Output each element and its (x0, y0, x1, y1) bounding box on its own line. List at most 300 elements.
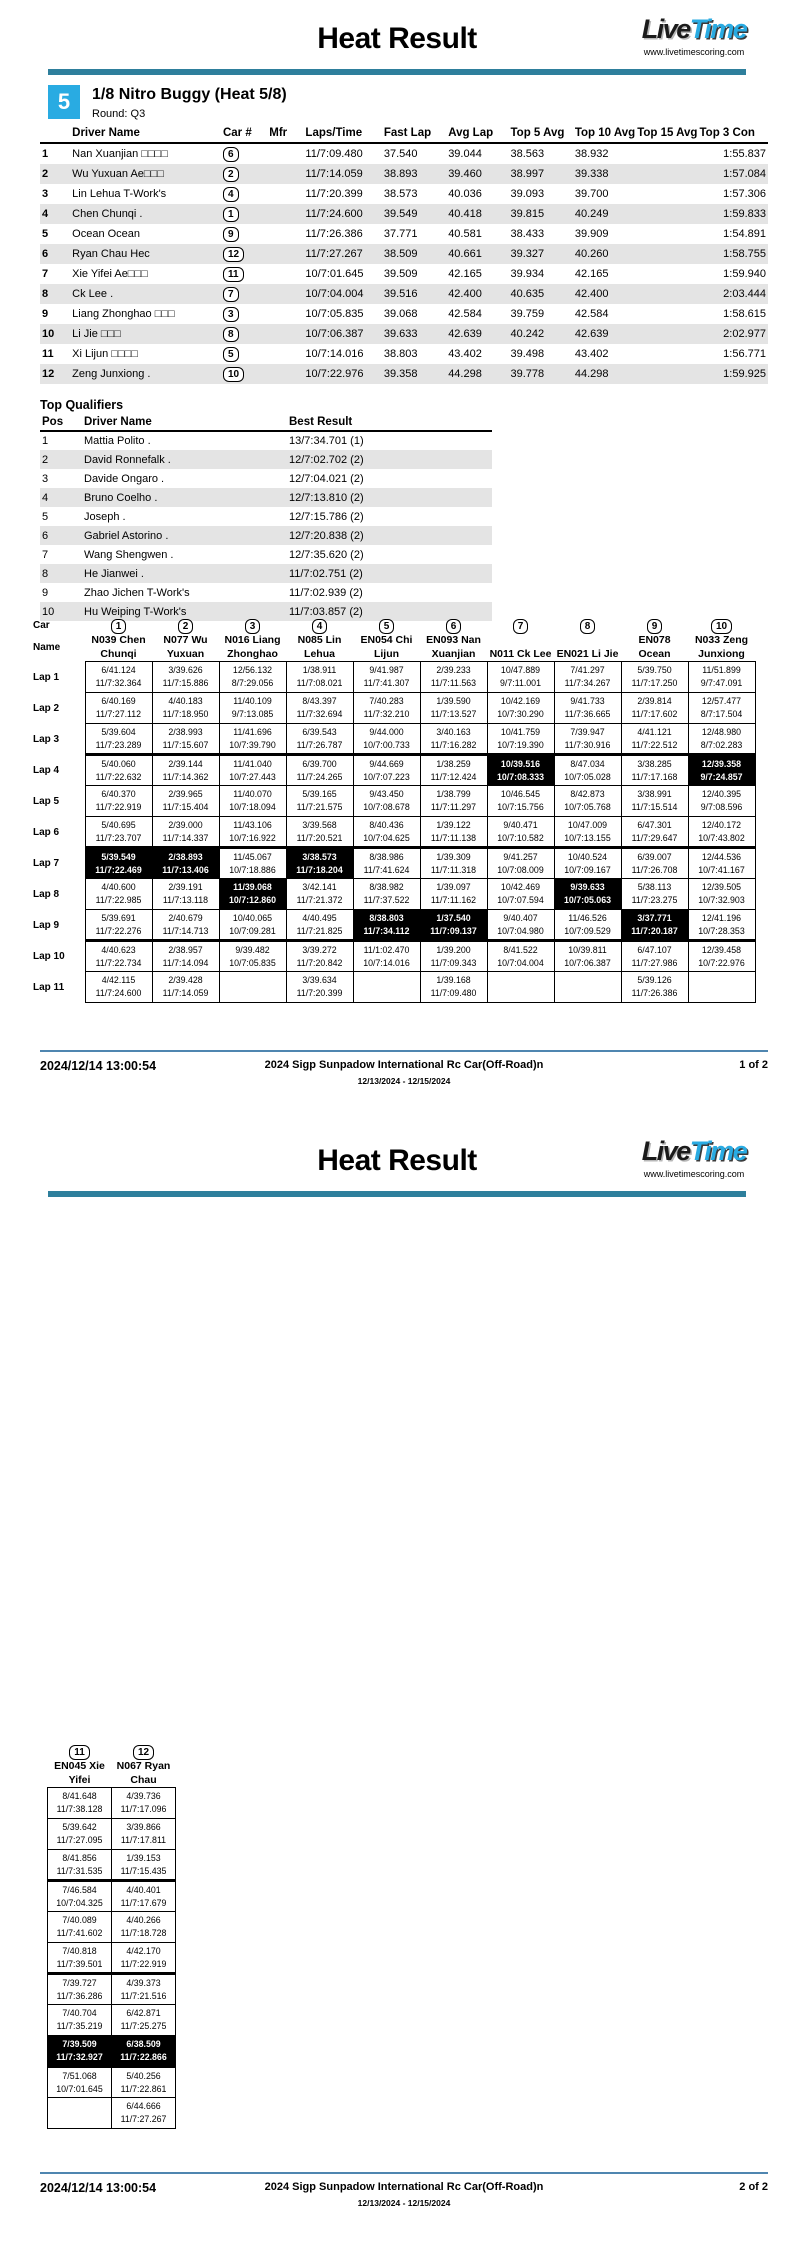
lap-cumulative-time: 11/7:17.602 (631, 709, 678, 720)
lap-cumulative-time: 10/7:08.678 (363, 802, 410, 813)
lap-position-time: 11/41.696 (233, 726, 272, 737)
lap-cell (621, 848, 688, 879)
result-top10-avg: 44.298 (574, 368, 609, 380)
lap-row (33, 941, 755, 972)
result-avg-lap: 42.400 (448, 288, 482, 300)
lap-position-time: 10/47.009 (567, 819, 608, 830)
result-fast-lap: 39.516 (383, 288, 418, 300)
lap-position-time: 4/40.266 (126, 1915, 161, 1926)
footer-event-block (240, 2181, 568, 2208)
lap-position-time: 6/39.700 (302, 758, 337, 769)
car-number-chip: 9 (647, 619, 663, 634)
lap-cell (85, 693, 152, 724)
result-avg-lap: 42.165 (448, 268, 482, 280)
lap-cumulative-time: 11/7:24.600 (95, 988, 142, 999)
lap-cell (554, 786, 621, 817)
lap-row (48, 2036, 176, 2067)
result-pos: 10 (42, 328, 55, 340)
lap-cumulative-time: 11/7:18.950 (162, 709, 209, 720)
lap-cell (48, 2098, 112, 2129)
lap-cell (286, 941, 353, 972)
lap-cumulative-time: 11/7:24.265 (296, 771, 343, 782)
lap-cumulative-time: 11/7:21.575 (296, 802, 343, 813)
car-number-chip: 4 (223, 187, 239, 202)
result-top5-avg: 39.327 (510, 248, 545, 260)
lap-position-time: 5/40.060 (101, 758, 136, 769)
result-fast-lap: 38.803 (383, 348, 418, 360)
lap-position-time: 5/39.642 (62, 1822, 97, 1833)
logo-live-text: Live (641, 1136, 690, 1166)
lap-cumulative-time: 10/7:09.529 (564, 925, 611, 936)
lap-cumulative-time: 8/7:02.283 (700, 739, 743, 750)
lap-cumulative-time: 11/7:22.512 (631, 739, 678, 750)
lap-position-time: 9/39.633 (570, 882, 605, 893)
lap-cumulative-time: 11/7:09.137 (430, 925, 477, 936)
lap-cell (621, 662, 688, 693)
lap-position-time: 12/39.458 (701, 944, 742, 955)
lap-cell (286, 662, 353, 693)
lap-cell (688, 724, 755, 755)
qualifier-pos: 3 (42, 472, 49, 485)
logo-url: www.livetimescoring.com (643, 1169, 745, 1179)
result-top5-avg: 40.635 (510, 288, 545, 300)
lap-cumulative-time: 11/7:30.916 (564, 739, 611, 750)
qualifier-best-result: 11/7:02.939 (2) (289, 586, 363, 599)
result-laps-time: 10/7:22.976 (305, 368, 364, 380)
result-top3-con: 1:57.306 (723, 188, 766, 200)
lap-cumulative-time: 11/7:20.187 (631, 925, 678, 936)
lap-cell (85, 848, 152, 879)
result-top10-avg: 42.165 (574, 268, 609, 280)
lap-chart-name-label: Name (33, 642, 61, 654)
lap-cell (554, 755, 621, 786)
car-column-number (688, 616, 755, 634)
lap-cumulative-time: 11/7:36.286 (56, 1990, 103, 2001)
qualifier-driver-name: Joseph . (84, 510, 126, 523)
lap-position-time: 12/57.477 (701, 696, 742, 707)
result-top10-avg: 39.338 (574, 168, 609, 180)
qualifiers-header: Best Result (287, 414, 492, 431)
lap-cumulative-time: 11/7:13.406 (162, 864, 209, 875)
result-top10-avg: 43.402 (574, 348, 609, 360)
lap-cell (219, 693, 286, 724)
result-top10-avg: 40.260 (574, 248, 609, 260)
lap-cell (48, 2067, 112, 2098)
qualifier-driver-name: Mattia Polito . (84, 435, 151, 447)
lap-position-time: 7/40.089 (62, 1915, 97, 1926)
qualifier-best-result: 12/7:20.838 (2) (289, 529, 364, 542)
car-number-chip: 3 (245, 619, 261, 634)
lap-position-time: 12/44.536 (701, 851, 742, 862)
lap-cumulative-time: 11/7:09.343 (430, 957, 477, 968)
lap-position-time: 3/42.141 (302, 882, 337, 893)
result-avg-lap: 39.044 (448, 148, 482, 160)
result-car-number (221, 204, 267, 224)
qualifier-driver-name: Gabriel Astorino . (84, 529, 169, 542)
lap-position-time: 2/39.965 (168, 789, 203, 800)
lap-cell (112, 1974, 176, 2005)
lap-cell (152, 848, 219, 879)
result-laps-time: 10/7:05.835 (305, 308, 364, 320)
car-name-line2: Junxiong (698, 647, 745, 660)
lap-row-label: Lap 8 (33, 888, 60, 900)
result-top3-con: 1:54.891 (723, 228, 766, 240)
lap-cumulative-time: 10/7:13.155 (564, 832, 611, 843)
footer-page-number: 1 of 2 (739, 1059, 768, 1071)
lap-cumulative-time: 11/7:34.112 (363, 925, 410, 936)
lap-cumulative-time: 11/7:15.514 (631, 802, 678, 813)
result-laps-time: 11/7:26.386 (305, 228, 363, 240)
result-top5-avg: 38.433 (510, 228, 545, 240)
result-top15-avg (635, 204, 697, 224)
lap-cumulative-time: 11/7:27.095 (56, 1835, 103, 1846)
result-driver-name: Zeng Junxiong . (72, 368, 151, 380)
qualifier-best-result: 12/7:13.810 (2) (289, 491, 364, 504)
result-top15-avg (635, 164, 697, 184)
lap-position-time: 10/47.889 (500, 665, 541, 676)
lap-position-time: 4/39.736 (126, 1791, 161, 1802)
page-title: Heat Result (317, 1144, 477, 1177)
page-title: Heat Result (317, 22, 477, 55)
lap-cumulative-time: 9/7:13.085 (231, 709, 274, 720)
lap-cell (112, 2005, 176, 2036)
result-mfr (267, 143, 303, 164)
lap-position-time: 12/39.505 (701, 882, 742, 893)
heat-titles (92, 85, 287, 120)
lap-cumulative-time: 10/7:19.390 (497, 739, 544, 750)
lap-row (33, 972, 755, 1003)
result-row (40, 184, 768, 204)
result-top15-avg (635, 344, 697, 364)
result-top5-avg: 39.093 (510, 188, 545, 200)
lap-cell (554, 662, 621, 693)
lap-cumulative-time: 11/7:41.624 (363, 864, 410, 875)
car-name-line1: EN078 Ocean (638, 634, 671, 660)
lap-cumulative-time: 11/7:23.707 (95, 832, 142, 843)
lap-cumulative-time: 11/7:20.399 (296, 988, 343, 999)
lap-position-time: 3/37.771 (637, 912, 672, 923)
lap-cumulative-time: 9/7:08.596 (700, 802, 743, 813)
result-top3-con: 1:59.833 (723, 208, 766, 220)
footer-page-number: 2 of 2 (739, 2181, 768, 2193)
livetime-logo-text (616, 1138, 772, 1165)
lap-position-time: 11/40.109 (233, 696, 272, 707)
lap-cumulative-time: 10/7:10.582 (497, 832, 544, 843)
result-avg-lap: 40.418 (448, 208, 482, 220)
lap-cumulative-time: 11/7:32.364 (95, 678, 142, 689)
lap-position-time: 9/39.482 (235, 944, 270, 955)
result-driver-name: Wu Yuxuan Ae□□□ (72, 168, 164, 180)
lap-cumulative-time: 10/7:00.733 (363, 739, 410, 750)
lap-cell (554, 879, 621, 910)
lap-cumulative-time: 11/7:26.386 (631, 988, 678, 999)
lap-cell (688, 817, 755, 848)
lap-row (48, 2098, 176, 2129)
lap-position-time: 2/38.957 (168, 944, 203, 955)
lap-cell (152, 786, 219, 817)
result-car-number (221, 364, 267, 384)
lap-position-time: 8/43.397 (302, 696, 337, 707)
lap-row-label: Lap 3 (33, 733, 60, 745)
results-header: Top 3 Con (698, 125, 768, 143)
lap-position-time: 1/39.590 (436, 696, 471, 707)
qualifier-best-result: 11/7:03.857 (2) (289, 605, 363, 618)
lap-cumulative-time: 11/7:22.469 (95, 864, 142, 875)
lap-position-time: 5/39.165 (302, 789, 337, 800)
result-top5-avg: 39.815 (510, 208, 545, 220)
lap-position-time: 11/51.899 (702, 665, 741, 676)
lap-position-time: 8/41.648 (62, 1791, 97, 1802)
car-column-number (353, 616, 420, 634)
car-number-chip: 8 (223, 327, 239, 342)
lap-cell (48, 1881, 112, 1912)
lap-cell (353, 786, 420, 817)
car-name-line1: N067 Ryan (116, 1760, 171, 1772)
lap-position-time: 5/39.549 (101, 851, 136, 862)
result-top10-avg: 39.700 (574, 188, 609, 200)
lap-cell (353, 941, 420, 972)
lap-position-time: 4/40.600 (101, 882, 136, 893)
lap-cell (219, 724, 286, 755)
lap-cumulative-time: 11/7:18.728 (120, 1928, 167, 1939)
result-row (40, 304, 768, 324)
lap-cell (152, 817, 219, 848)
result-laps-time: 11/7:09.480 (305, 148, 363, 160)
lap-position-time: 2/39.814 (637, 696, 672, 707)
lap-position-time: 7/46.584 (62, 1884, 97, 1895)
lap-row (48, 1788, 176, 1819)
lap-cumulative-time: 11/7:21.825 (296, 925, 343, 936)
lap-cell (554, 693, 621, 724)
lap-position-time: 5/39.604 (101, 726, 136, 737)
result-driver-name: Liang Zhonghao □□□ (72, 308, 175, 320)
lap-cell (353, 879, 420, 910)
car-name-line1: EN093 Nan (426, 634, 481, 646)
lap-cumulative-time: 11/7:11.138 (430, 832, 477, 843)
header-divider-bar (48, 1191, 746, 1197)
lap-position-time: 7/51.068 (62, 2070, 97, 2081)
qualifier-driver-name: Wang Shengwen . (84, 548, 174, 561)
lap-position-time: 7/39.727 (62, 1977, 97, 1988)
lap-cumulative-time: 9/7:24.857 (700, 771, 743, 782)
livetime-logo (616, 1138, 772, 1179)
top-qualifiers-table (40, 414, 492, 621)
lap-position-time: 11/39.068 (233, 882, 272, 893)
result-avg-lap: 40.036 (448, 188, 482, 200)
result-avg-lap: 43.402 (448, 348, 482, 360)
qualifier-driver-name: Zhao Jichen T-Work's (84, 586, 190, 599)
result-top3-con: 1:58.755 (723, 248, 766, 260)
qualifier-best-result: 11/7:02.751 (2) (289, 567, 363, 580)
lap-cumulative-time: 11/7:22.861 (120, 2083, 167, 2094)
car-column-number (487, 616, 554, 634)
lap-cumulative-time: 11/7:12.424 (430, 771, 477, 782)
lap-cumulative-time: 10/7:39.790 (229, 739, 276, 750)
result-top15-avg (635, 244, 697, 264)
lap-cumulative-time: 11/7:41.602 (56, 1928, 103, 1939)
lap-cumulative-time: 11/7:38.128 (56, 1804, 103, 1815)
lap-cell (487, 662, 554, 693)
lap-row (33, 662, 755, 693)
lap-position-time: 6/44.666 (126, 2101, 161, 2112)
car-name-line2: Zhonghao (227, 647, 278, 660)
qualifier-pos: 10 (42, 605, 55, 618)
lap-cumulative-time: 10/7:22.976 (698, 957, 745, 968)
lap-cell (286, 693, 353, 724)
qualifiers-header: Driver Name (82, 414, 287, 431)
lap-position-time: 1/39.309 (436, 851, 471, 862)
result-top15-avg (635, 324, 697, 344)
lap-position-time: 12/40.172 (701, 819, 742, 830)
lap-position-time: 4/42.115 (101, 975, 136, 986)
lap-position-time: 1/39.153 (126, 1852, 161, 1863)
lap-cell (420, 817, 487, 848)
results-header: Top 5 Avg (509, 125, 573, 143)
result-top5-avg: 39.934 (510, 268, 545, 280)
header-divider-bar (48, 69, 746, 75)
lap-cumulative-time: 10/7:28.353 (698, 925, 745, 936)
car-number-chip: 8 (580, 619, 596, 634)
lap-cell (420, 755, 487, 786)
result-fast-lap: 38.509 (383, 248, 418, 260)
lap-cumulative-time: 10/7:12.860 (229, 895, 276, 906)
result-pos: 2 (42, 168, 49, 180)
lap-cumulative-time: 11/7:23.275 (631, 895, 678, 906)
lap-position-time: 9/40.471 (503, 819, 538, 830)
qualifier-row (40, 526, 492, 545)
lap-cell (487, 755, 554, 786)
lap-chart-table (33, 616, 756, 1003)
lap-position-time: 6/40.169 (101, 696, 136, 707)
lap-position-time: 1/38.911 (302, 665, 337, 676)
livetime-logo-text (616, 16, 772, 43)
qualifier-driver-name: He Jianwei . (84, 567, 144, 580)
lap-position-time: 4/39.373 (126, 1977, 161, 1988)
lap-position-time: 12/48.980 (701, 726, 742, 737)
lap-position-time: 8/38.986 (369, 851, 404, 862)
car-column-name (85, 634, 152, 662)
lap-position-time: 3/40.163 (436, 726, 471, 737)
lap-cumulative-time: 11/7:14.362 (162, 771, 209, 782)
lap-position-time: 5/38.113 (637, 882, 672, 893)
result-avg-lap: 40.581 (448, 228, 482, 240)
lap-cell (621, 724, 688, 755)
lap-cell (219, 972, 286, 1003)
result-top10-avg: 39.909 (574, 228, 609, 240)
lap-cumulative-time: 10/7:09.281 (229, 925, 276, 936)
lap-cell (85, 786, 152, 817)
lap-position-time: 6/47.301 (637, 819, 672, 830)
lap-position-time: 2/38.893 (168, 851, 203, 862)
result-top5-avg: 40.242 (510, 328, 545, 340)
car-number-chip: 10 (711, 619, 732, 634)
lap-cumulative-time: 11/7:22.632 (95, 771, 142, 782)
results-header-pos (40, 125, 70, 143)
heat-name: 1/8 Nitro Buggy (Heat 5/8) (92, 86, 287, 103)
lap-row (48, 1881, 176, 1912)
result-fast-lap: 39.633 (383, 328, 418, 340)
lap-cumulative-time: 11/7:37.522 (363, 895, 410, 906)
result-laps-time: 11/7:24.600 (305, 208, 363, 220)
lap-cell (112, 1819, 176, 1850)
heat-round: Round: Q3 (92, 108, 146, 120)
lap-position-time: 6/39.543 (302, 726, 337, 737)
result-car-number (221, 284, 267, 304)
result-row (40, 344, 768, 364)
footer-timestamp: 2024/12/14 13:00:54 (40, 2181, 157, 2195)
car-number-chip: 6 (223, 147, 239, 162)
result-fast-lap: 39.068 (383, 308, 418, 320)
lap-cell (152, 910, 219, 941)
qualifier-row (40, 507, 492, 526)
lap-cumulative-time: 11/7:20.521 (296, 832, 343, 843)
qualifier-row (40, 488, 492, 507)
lap-cumulative-time: 11/7:22.919 (120, 1958, 167, 1969)
lap-cumulative-time: 11/7:15.404 (162, 802, 209, 813)
lap-cumulative-time: 10/7:15.756 (497, 802, 544, 813)
qualifier-row (40, 583, 492, 602)
results-header: Mfr (267, 125, 303, 143)
lap-cumulative-time: 11/7:09.480 (430, 988, 477, 999)
lap-cumulative-time: 11/7:21.516 (120, 1990, 167, 2001)
lap-cell (688, 755, 755, 786)
lap-row (48, 1912, 176, 1943)
lap-cumulative-time: 11/7:34.267 (564, 678, 611, 689)
lap-row (33, 755, 755, 786)
result-top15-avg (635, 143, 697, 164)
result-mfr (267, 164, 303, 184)
lap-cell (48, 1943, 112, 1974)
lap-cell (420, 786, 487, 817)
lap-cell (48, 1850, 112, 1881)
qualifiers-header-row (40, 414, 492, 431)
lap-row-label: Lap 1 (33, 671, 60, 683)
lap-row-label: Lap 2 (33, 702, 60, 714)
results-header-row (40, 125, 768, 143)
lap-row-label: Lap 11 (33, 981, 65, 993)
lap-position-time: 9/41.257 (503, 851, 538, 862)
lap-cumulative-time: 10/7:16.922 (229, 832, 276, 843)
result-pos: 11 (42, 348, 54, 360)
lap-row (48, 2067, 176, 2098)
result-mfr (267, 304, 303, 324)
footer-event-name: 2024 Sigp Sunpadow International Rc Car(Off-Road)n (264, 1059, 544, 1071)
result-car-number (221, 264, 267, 284)
lap-cell (353, 848, 420, 879)
lap-cell (85, 724, 152, 755)
lap-cell (487, 972, 554, 1003)
lap-position-time: 6/40.370 (101, 789, 136, 800)
lap-cumulative-time: 10/7:08.009 (497, 864, 544, 875)
lap-cell (48, 1912, 112, 1943)
lap-cumulative-time: 11/7:11.563 (430, 678, 477, 689)
lap-cell (48, 1974, 112, 2005)
lap-cumulative-time: 11/7:20.842 (296, 957, 343, 968)
result-top3-con: 1:56.771 (723, 348, 766, 360)
result-row (40, 224, 768, 244)
lap-cumulative-time: 11/7:15.435 (120, 1865, 167, 1876)
car-column-number (112, 1742, 176, 1760)
lap-cell (85, 910, 152, 941)
lap-position-time: 4/40.401 (126, 1884, 161, 1895)
car-column-name (286, 634, 353, 662)
lap-cumulative-time: 11/7:14.337 (162, 832, 209, 843)
lap-row (48, 1974, 176, 2005)
lap-cell (152, 879, 219, 910)
lap-cumulative-time: 11/7:26.787 (296, 739, 343, 750)
lap-position-time: 5/39.126 (637, 975, 672, 986)
lap-cumulative-time: 10/7:05.063 (564, 895, 611, 906)
